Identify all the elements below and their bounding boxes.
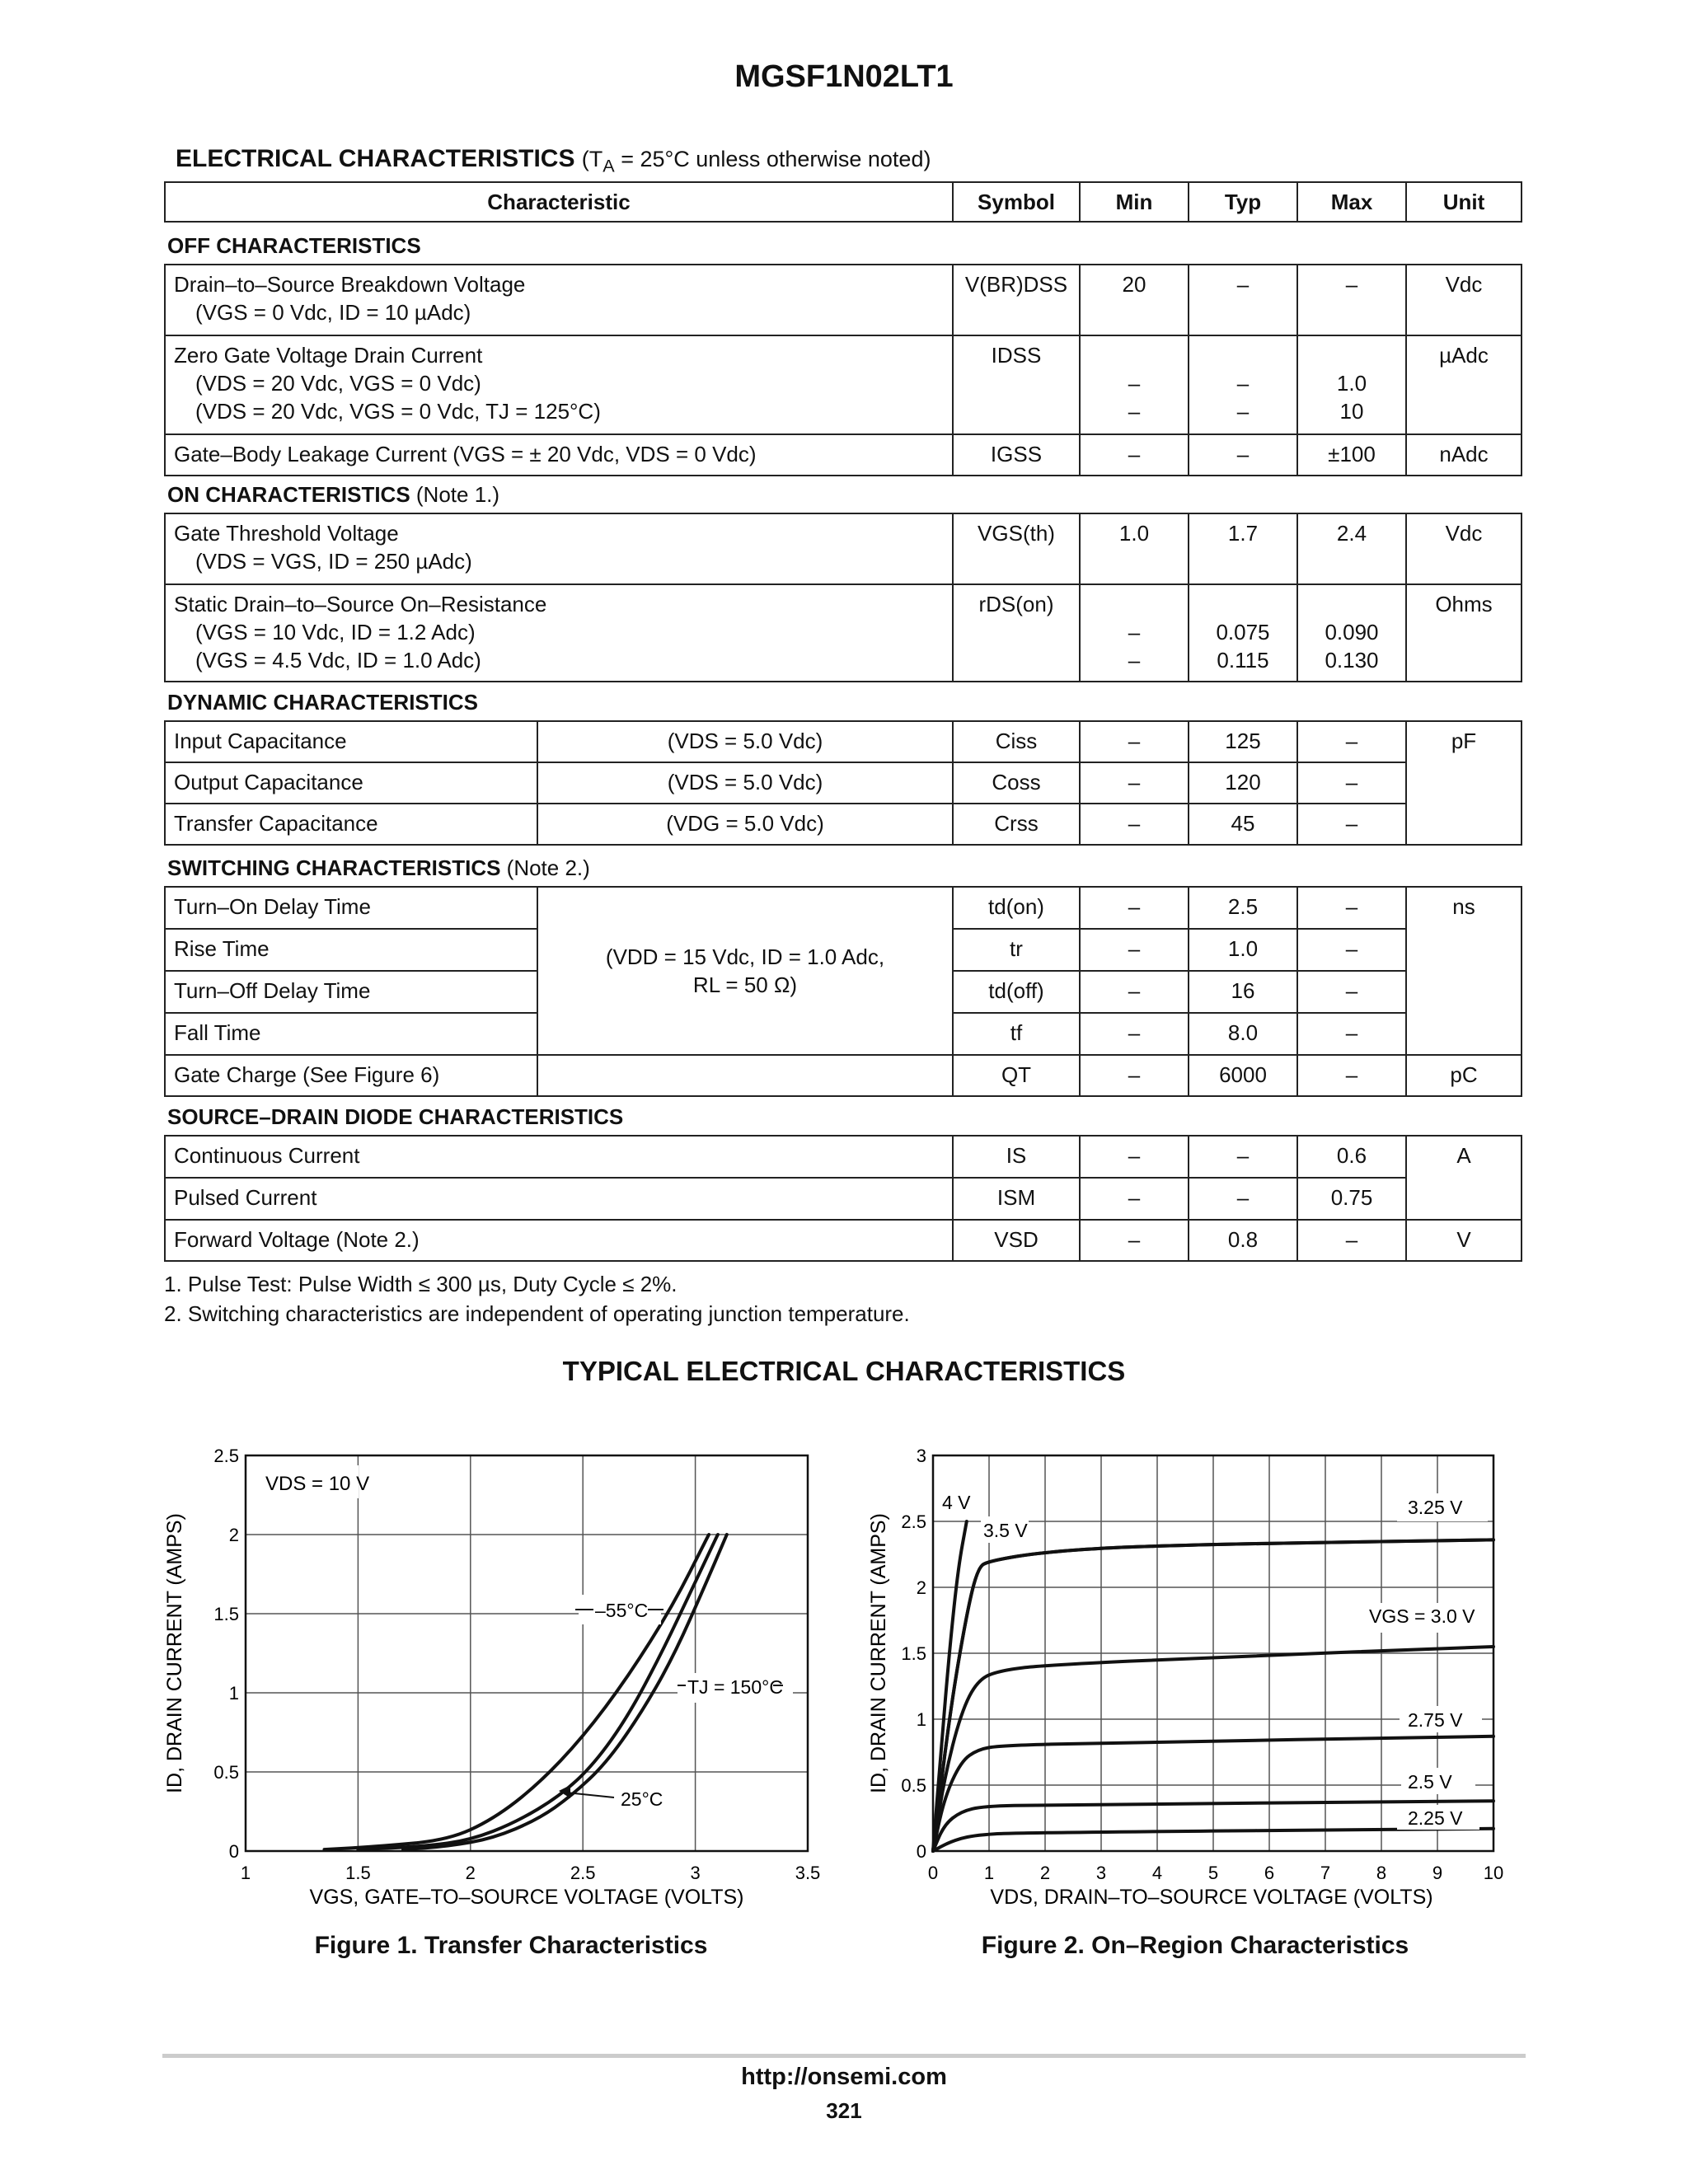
typ: 8.0	[1189, 1013, 1297, 1055]
figure2-chart	[857, 1434, 1525, 1929]
switching-condition: (VDD = 15 Vdc, ID = 1.0 Adc, RL = 50 Ω)	[537, 887, 953, 1055]
typ: –	[1189, 1178, 1297, 1220]
col-min: Min	[1080, 182, 1189, 222]
fig1-label-25c: 25°C	[621, 1788, 663, 1810]
min: – –	[1080, 584, 1189, 682]
fig2-label-3-25v: 3.25 V	[1408, 1497, 1463, 1518]
col-symbol: Symbol	[953, 182, 1080, 222]
y-tick-label: 0	[916, 1841, 926, 1862]
footnote-1: 1. Pulse Test: Pulse Width ≤ 300 µs, Duty Cycle ≤ 2%.	[164, 1272, 678, 1296]
row-zero-gate-current: Zero Gate Voltage Drain Current (VDS = 20 Vdc, VGS = 0 Vdc) (VDS = 20 Vdc, VGS = 0 Vdc, TJ = 125°C)	[165, 335, 953, 434]
y-tick-label: 1.5	[213, 1604, 239, 1624]
off-table	[164, 264, 1522, 476]
fig2-label-2-25v: 2.25 V	[1408, 1807, 1463, 1829]
y-tick-label: 0	[228, 1841, 239, 1862]
typ: –	[1189, 265, 1297, 335]
row-gate-charge: Gate Charge (See Figure 6)	[165, 1055, 537, 1096]
switching-section-title: SWITCHING CHARACTERISTICS (Note 2.)	[167, 855, 590, 880]
min: –	[1080, 762, 1189, 804]
dynamic-table	[164, 720, 1522, 846]
row-pulsed-current: Pulsed Current	[165, 1178, 953, 1220]
x-tick-label: 9	[1432, 1863, 1443, 1883]
row-rise-time: Rise Time	[165, 929, 537, 971]
x-tick-label: 1.5	[345, 1863, 371, 1883]
min: –	[1080, 1220, 1189, 1261]
x-tick-label: 3.5	[795, 1863, 821, 1883]
symbol: IS	[953, 1136, 1080, 1178]
unit: pF	[1406, 721, 1522, 845]
x-tick-label: 2.5	[570, 1863, 596, 1883]
symbol: Coss	[953, 762, 1080, 804]
footer-rule	[162, 2054, 1526, 2058]
unit: nAdc	[1406, 434, 1522, 476]
fig2-xlabel: VDS, DRAIN–TO–SOURCE VOLTAGE (VOLTS)	[990, 1886, 1433, 1909]
empty-condition	[537, 1055, 953, 1096]
x-tick-label: 8	[1376, 1863, 1387, 1883]
ec-heading-title: ELECTRICAL CHARACTERISTICS	[176, 145, 575, 172]
col-characteristic: Characteristic	[165, 182, 953, 222]
symbol: td(off)	[953, 971, 1080, 1013]
x-tick-label: 5	[1207, 1863, 1219, 1883]
min: –	[1080, 1013, 1189, 1055]
x-tick-label: 2	[1039, 1863, 1051, 1883]
col-max: Max	[1297, 182, 1406, 222]
typ: 45	[1189, 804, 1297, 845]
x-tick-label: 2	[465, 1863, 476, 1883]
off-section-title: OFF CHARACTERISTICS	[167, 233, 421, 258]
max: 0.75	[1297, 1178, 1406, 1220]
min: –	[1080, 804, 1189, 845]
row-breakdown-voltage: Drain–to–Source Breakdown Voltage (VGS = 0 Vdc, ID = 10 µAdc)	[165, 265, 953, 335]
row-fall-time: Fall Time	[165, 1013, 537, 1055]
max: 2.4	[1297, 513, 1406, 584]
col-unit: Unit	[1406, 182, 1522, 222]
symbol: Crss	[953, 804, 1080, 845]
unit: pC	[1406, 1055, 1522, 1096]
symbol: td(on)	[953, 887, 1080, 929]
fig1-xlabel: VGS, GATE–TO–SOURCE VOLTAGE (VOLTS)	[309, 1886, 744, 1909]
col-typ: Typ	[1189, 182, 1297, 222]
row-turn-off-delay: Turn–Off Delay Time	[165, 971, 537, 1013]
symbol: VSD	[953, 1220, 1080, 1261]
dynamic-section-title: DYNAMIC CHARACTERISTICS	[167, 690, 478, 715]
fig2-label-4v: 4 V	[942, 1492, 971, 1513]
typ: –	[1189, 434, 1297, 476]
y-tick-label: 1	[916, 1709, 926, 1730]
max: –	[1297, 721, 1406, 762]
fig2-label-2-75v: 2.75 V	[1408, 1709, 1463, 1731]
max: ±100	[1297, 434, 1406, 476]
typ: 0.8	[1189, 1220, 1297, 1261]
figure2-caption: Figure 2. On–Region Characteristics	[981, 1932, 1409, 1959]
max: –	[1297, 1220, 1406, 1261]
x-tick-label: 1	[240, 1863, 251, 1883]
symbol: VGS(th)	[953, 513, 1080, 584]
max: –	[1297, 804, 1406, 845]
row-transfer-capacitance: Transfer Capacitance	[165, 804, 537, 845]
max: –	[1297, 265, 1406, 335]
y-tick-label: 2	[228, 1525, 239, 1545]
symbol: tf	[953, 1013, 1080, 1055]
x-tick-label: 0	[927, 1863, 939, 1883]
spec-table-header	[164, 181, 1522, 223]
max: –	[1297, 971, 1406, 1013]
typ: 6000	[1189, 1055, 1297, 1096]
unit: Ohms	[1406, 584, 1522, 682]
min: –	[1080, 1055, 1189, 1096]
on-table	[164, 513, 1522, 682]
y-tick-label: 1	[228, 1683, 239, 1704]
y-tick-label: 2.5	[213, 1446, 239, 1466]
min: –	[1080, 1136, 1189, 1178]
max: 0.6	[1297, 1136, 1406, 1178]
y-tick-label: 2.5	[901, 1511, 926, 1532]
typ: 1.7	[1189, 513, 1297, 584]
fig1-label-150c: TJ = 150°C	[687, 1676, 783, 1698]
y-tick-label: 0.5	[901, 1775, 926, 1796]
row-output-capacitance: Output Capacitance	[165, 762, 537, 804]
max: –	[1297, 1055, 1406, 1096]
y-tick-label: 1.5	[901, 1643, 926, 1664]
fig1-ylabel: ID, DRAIN CURRENT (AMPS)	[163, 1513, 186, 1793]
min: 1.0	[1080, 513, 1189, 584]
footnote-2: 2. Switching characteristics are independent of operating junction temperature.	[164, 1301, 910, 1326]
unit: V	[1406, 1220, 1522, 1261]
min: 20	[1080, 265, 1189, 335]
x-tick-label: 10	[1483, 1863, 1504, 1883]
max: –	[1297, 887, 1406, 929]
max: –	[1297, 1013, 1406, 1055]
electrical-characteristics-heading	[176, 145, 931, 176]
typ: –	[1189, 1136, 1297, 1178]
row-on-resistance: Static Drain–to–Source On–Resistance (VGS = 10 Vdc, ID = 1.2 Adc) (VGS = 4.5 Vdc, ID = 1.0 Adc)	[165, 584, 953, 682]
symbol: IDSS	[953, 335, 1080, 434]
condition: (VDG = 5.0 Vdc)	[537, 804, 953, 845]
x-tick-label: 6	[1264, 1863, 1275, 1883]
fig2-label-2-5v: 2.5 V	[1408, 1771, 1452, 1793]
figure1-caption: Figure 1. Transfer Characteristics	[314, 1932, 708, 1959]
y-tick-label: 3	[916, 1446, 926, 1466]
row-gate-threshold: Gate Threshold Voltage (VDS = VGS, ID = 250 µAdc)	[165, 513, 953, 584]
fig2-ylabel: ID, DRAIN CURRENT (AMPS)	[867, 1513, 890, 1793]
unit: Vdc	[1406, 265, 1522, 335]
symbol: Ciss	[953, 721, 1080, 762]
ec-heading-note: ($T_A = 25^\circ C$ unless otherwise noted)	[581, 147, 931, 176]
fig2-label-3-5v: 3.5 V	[983, 1520, 1028, 1541]
x-tick-label: 3	[1095, 1863, 1107, 1883]
min: –	[1080, 1178, 1189, 1220]
fig1-label-minus55: –55°C	[595, 1600, 649, 1621]
typ: – –	[1189, 335, 1297, 434]
typ: 2.5	[1189, 887, 1297, 929]
footnotes	[164, 1269, 910, 1329]
symbol: V(BR)DSS	[953, 265, 1080, 335]
typ: 120	[1189, 762, 1297, 804]
symbol: QT	[953, 1055, 1080, 1096]
y-tick-label: 0.5	[213, 1762, 239, 1783]
max: –	[1297, 929, 1406, 971]
row-continuous-current: Continuous Current	[165, 1136, 953, 1178]
page-number: 321	[826, 2098, 862, 2123]
min: – –	[1080, 335, 1189, 434]
fig2-label-3-0v: VGS = 3.0 V	[1369, 1605, 1475, 1627]
unit: A	[1406, 1136, 1522, 1220]
footer-url[interactable]: http://onsemi.com	[741, 2064, 947, 2090]
x-tick-label: 7	[1320, 1863, 1331, 1883]
fig1-annotation: VDS = 10 V	[265, 1473, 370, 1495]
x-tick-label: 4	[1151, 1863, 1163, 1883]
row-forward-voltage: Forward Voltage (Note 2.)	[165, 1220, 953, 1261]
on-section-title: ON CHARACTERISTICS (Note 1.)	[167, 482, 500, 507]
typ: 125	[1189, 721, 1297, 762]
page-title: MGSF1N02LT1	[734, 59, 954, 94]
symbol: rDS(on)	[953, 584, 1080, 682]
row-input-capacitance: Input Capacitance	[165, 721, 537, 762]
max: –	[1297, 762, 1406, 804]
figure1-chart	[157, 1434, 849, 1929]
min: –	[1080, 434, 1189, 476]
unit: ns	[1406, 887, 1522, 1055]
max: 0.090 0.130	[1297, 584, 1406, 682]
source-drain-table	[164, 1135, 1522, 1262]
condition: (VDS = 5.0 Vdc)	[537, 762, 953, 804]
row-turn-on-delay: Turn–On Delay Time	[165, 887, 537, 929]
row-gate-body-leakage: Gate–Body Leakage Current (VGS = ± 20 Vdc, VDS = 0 Vdc)	[165, 434, 953, 476]
symbol: tr	[953, 929, 1080, 971]
typ: 16	[1189, 971, 1297, 1013]
x-tick-label: 3	[690, 1863, 701, 1883]
min: –	[1080, 929, 1189, 971]
unit: Vdc	[1406, 513, 1522, 584]
condition: (VDS = 5.0 Vdc)	[537, 721, 953, 762]
series-line-1	[358, 1535, 718, 1849]
typ: 0.075 0.115	[1189, 584, 1297, 682]
min: –	[1080, 721, 1189, 762]
symbol: ISM	[953, 1178, 1080, 1220]
source-drain-section-title: SOURCE–DRAIN DIODE CHARACTERISTICS	[167, 1104, 624, 1129]
unit: µAdc	[1406, 335, 1522, 434]
min: –	[1080, 887, 1189, 929]
min: –	[1080, 971, 1189, 1013]
symbol: IGSS	[953, 434, 1080, 476]
y-tick-label: 2	[916, 1577, 926, 1598]
max: 1.0 10	[1297, 335, 1406, 434]
switching-table	[164, 886, 1522, 1097]
typical-characteristics-title: TYPICAL ELECTRICAL CHARACTERISTICS	[562, 1356, 1126, 1386]
x-tick-label: 1	[983, 1863, 995, 1883]
typ: 1.0	[1189, 929, 1297, 971]
